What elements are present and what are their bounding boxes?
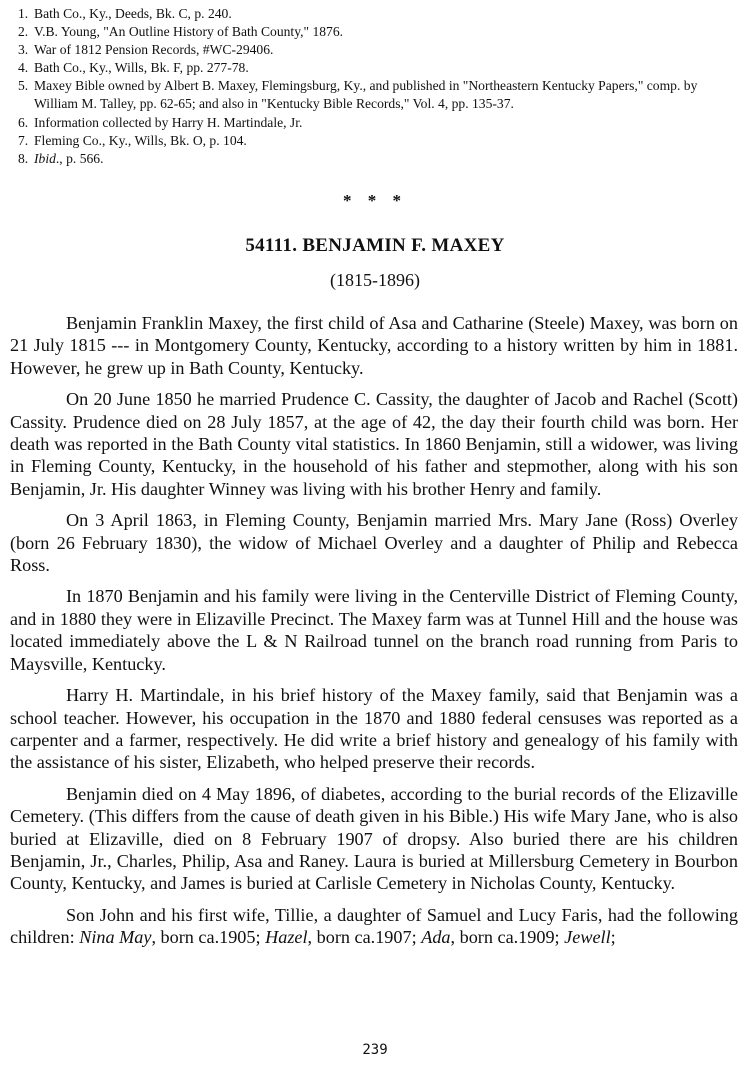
child-name: Hazel bbox=[265, 927, 308, 948]
footnote-item bbox=[18, 132, 738, 150]
footnote-text: V.B. Young, "An Outline History of Bath County," 1876. bbox=[34, 24, 344, 40]
child-name: Nina May bbox=[79, 927, 152, 948]
body-paragraph-last bbox=[10, 904, 738, 949]
footnote-text-rest: ., p. 566. bbox=[55, 150, 104, 166]
footnote-item bbox=[18, 5, 738, 23]
paragraph-intro: Son John and his first wife, Tillie, a daughter of Samuel and Lucy Faris, had the following children: bbox=[10, 904, 738, 948]
footnote-text: Maxey Bible owned by Albert B. Maxey, Flemingsburg, Ky., and published in "Northeastern Kentucky Papers," comp. by William M. Talley, pp. 62-65; and also in "Kentucky Bible Records," Vol. 4, pp. 135-37. bbox=[34, 78, 698, 112]
body-paragraph: On 3 April 1863, in Fleming County, Benjamin married Mrs. Mary Jane (Ross) Overley (born 26 February 1830), the widow of Michael Overley and a daughter of Philip and Rebecca Ross. bbox=[10, 510, 738, 576]
section-dates: (1815-1896) bbox=[330, 270, 420, 290]
footnote-item bbox=[18, 59, 738, 77]
footnote-text: Bath Co., Ky., Deeds, Bk. C, p. 240. bbox=[34, 6, 232, 21]
footnote-item bbox=[18, 23, 738, 41]
page-number: 239 bbox=[362, 1042, 388, 1058]
footnote-number: 4. bbox=[18, 60, 29, 76]
body-paragraph: Benjamin Franklin Maxey, the first child of Asa and Catharine (Steele) Maxey, was born on 21 July 1815 --- in Montgomery County, Kentucky, according to a history written by him in 1881. However, he grew up in Bath County, Kentucky. bbox=[10, 313, 738, 378]
footnote-item bbox=[18, 41, 738, 59]
footnote-item bbox=[18, 77, 738, 113]
footnote-number: 1. bbox=[18, 6, 29, 21]
footnote-item bbox=[18, 114, 738, 132]
section-title: 54111. BENJAMIN F. MAXEY bbox=[245, 235, 505, 256]
footnote-text: Fleming Co., Ky., Wills, Bk. O, p. 104. bbox=[34, 132, 247, 148]
section-separator: * * * bbox=[343, 191, 407, 210]
child-detail: , born ca.1909; bbox=[450, 927, 565, 948]
footnote-ibid: Ibid bbox=[34, 150, 56, 166]
child-name: Jewell bbox=[564, 927, 611, 948]
body-text bbox=[10, 312, 738, 958]
footnote-number: 7. bbox=[18, 132, 29, 148]
child-detail: , born ca.1907; bbox=[307, 927, 422, 948]
child-detail: ; bbox=[610, 927, 616, 948]
footnote-text: Bath Co., Ky., Wills, Bk. F, pp. 277-78. bbox=[34, 60, 249, 76]
footnote-text bbox=[34, 150, 738, 168]
body-paragraph: Benjamin died on 4 May 1896, of diabetes, according to the burial records of the Elizaville Cemetery. (This differs from the cause of death given in his Bible.) His wife Mary Jane, who is also buried at Elizaville, died on 8 February 1907 of dropsy. Also buried there are his children Benjamin, Jr., Charles, Philip, Asa and Raney. Laura is buried at Millersburg Cemetery in Bourbon County, Kentucky, and James is buried at Carlisle Cemetery in Nicholas County, Kentucky. bbox=[10, 783, 738, 894]
body-paragraph: In 1870 Benjamin and his family were living in the Centerville District of Fleming County, and in 1880 they were in Elizaville Precinct. The Maxey farm was at Tunnel Hill and the house was located immediately above the L & N Railroad tunnel on the branch road running from Paris to Maysville, Kentucky. bbox=[10, 586, 738, 674]
child-name: Ada bbox=[421, 927, 451, 948]
footnote-number: 8. bbox=[18, 150, 29, 166]
body-paragraph: Harry H. Martindale, in his brief history of the Maxey family, said that Benjamin was a school teacher. However, his occupation in the 1870 and 1880 federal censuses was reported as a carpenter and a farmer, respectively. He did write a brief history and genealogy of his family with the assistance of his sister, Elizabeth, who helped preserve their records. bbox=[10, 685, 738, 773]
body-paragraph: On 20 June 1850 he married Prudence C. Cassity, the daughter of Jacob and Rachel (Scott) Cassity. Prudence died on 28 July 1857, at the age of 42, the day their fourth child was born. Her death was reported in the Bath County vital statistics. In 1860 Benjamin, still a widower, was living in Fleming County, Kentucky, in the household of his father and stepmother, along with his son Benjamin, Jr. His daughter Winney was living with his brother Henry and family. bbox=[10, 389, 738, 499]
footnote-number: 6. bbox=[18, 114, 29, 130]
footnote-item bbox=[18, 150, 738, 168]
footnotes-list bbox=[18, 5, 738, 168]
footnote-number: 5. bbox=[18, 78, 29, 94]
footnote-number: 2. bbox=[18, 24, 29, 40]
footnote-text: War of 1812 Pension Records, #WC-29406. bbox=[34, 42, 274, 58]
child-detail: , born ca.1905; bbox=[151, 927, 266, 948]
footnote-text: Information collected by Harry H. Martindale, Jr. bbox=[34, 114, 303, 130]
footnote-number: 3. bbox=[18, 42, 29, 58]
